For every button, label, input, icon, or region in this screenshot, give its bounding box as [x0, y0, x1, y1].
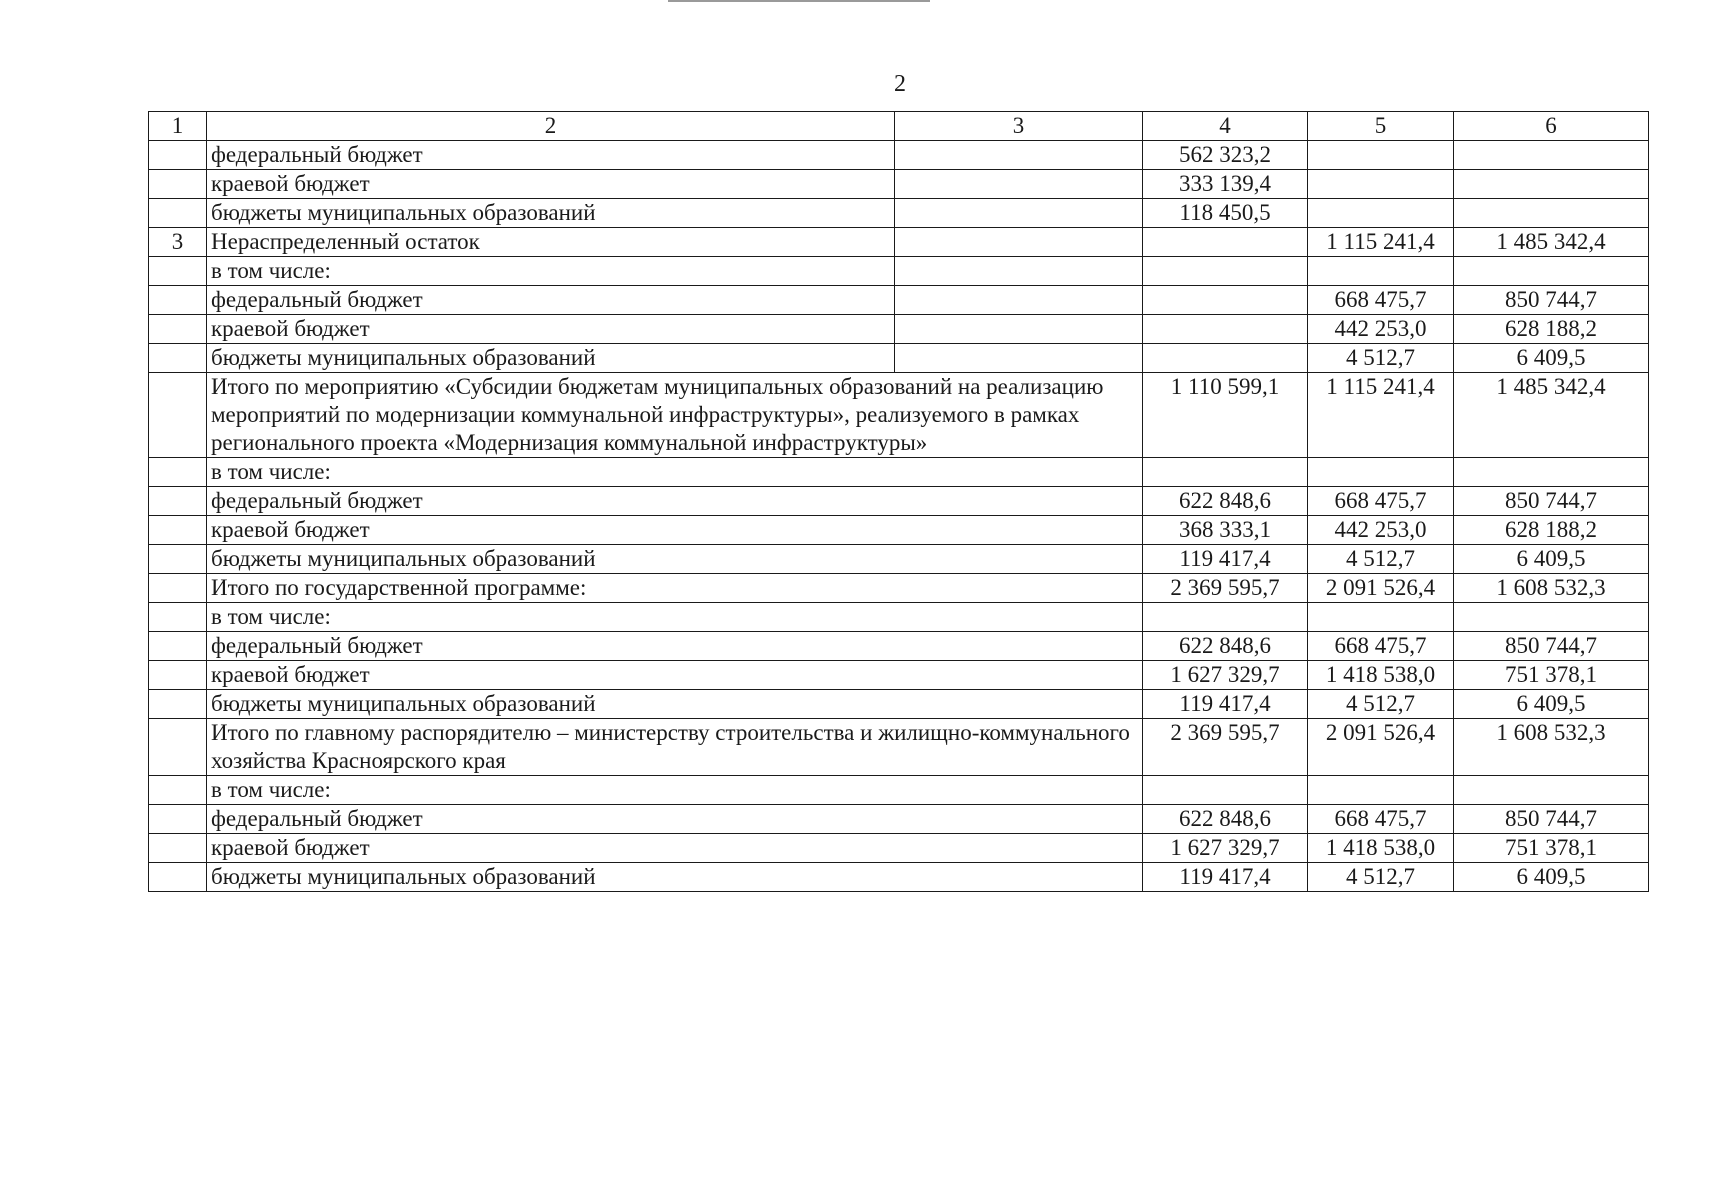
table-row: [149, 170, 1649, 199]
header-cell-2: 2: [207, 112, 895, 141]
row-code-cell: [895, 257, 1143, 286]
table-row: [149, 632, 1649, 661]
row-value-col5: 668 475,7: [1308, 805, 1454, 834]
row-number-cell: [149, 632, 207, 661]
row-value-col4: 119 417,4: [1143, 690, 1308, 719]
table-row: [149, 315, 1649, 344]
row-value-col4: 1 627 329,7: [1143, 834, 1308, 863]
row-value-col5: 668 475,7: [1308, 632, 1454, 661]
row-value-col4: [1143, 315, 1308, 344]
table-row: [149, 805, 1649, 834]
row-value-col6: [1454, 603, 1649, 632]
row-number-cell: [149, 834, 207, 863]
row-value-col6: [1454, 257, 1649, 286]
row-value-col4: 1 110 599,1: [1143, 373, 1308, 458]
row-value-col5: 668 475,7: [1308, 286, 1454, 315]
row-number-cell: [149, 661, 207, 690]
row-value-col5: 2 091 526,4: [1308, 719, 1454, 776]
row-value-col5: [1308, 257, 1454, 286]
row-value-col5: 4 512,7: [1308, 545, 1454, 574]
table-row: [149, 719, 1649, 776]
row-value-col5: 442 253,0: [1308, 315, 1454, 344]
row-value-col4: 622 848,6: [1143, 805, 1308, 834]
row-number-cell: [149, 776, 207, 805]
row-description-cell: в том числе:: [207, 776, 1143, 805]
row-value-col6: 850 744,7: [1454, 487, 1649, 516]
row-value-col6: 850 744,7: [1454, 286, 1649, 315]
row-number-cell: [149, 516, 207, 545]
row-number-cell: [149, 805, 207, 834]
header-cell-5: 5: [1308, 112, 1454, 141]
row-description-cell: краевой бюджет: [207, 315, 895, 344]
row-value-col5: [1308, 170, 1454, 199]
table-row: [149, 690, 1649, 719]
row-value-col6: [1454, 141, 1649, 170]
row-value-col5: 1 115 241,4: [1308, 373, 1454, 458]
row-value-col4: 2 369 595,7: [1143, 719, 1308, 776]
row-value-col6: [1454, 170, 1649, 199]
row-value-col4: 119 417,4: [1143, 863, 1308, 892]
top-decorative-rule: [668, 0, 930, 2]
page-number: 2: [894, 71, 906, 97]
row-code-cell: [895, 286, 1143, 315]
row-description-cell: Итого по мероприятию «Субсидии бюджетам муниципальных образований на реализацию мероприятий по модернизации коммунальной инфраструктуры», реализуемого в рамках регионального проекта «Модернизация коммунальной инфраструктуры»: [207, 373, 1143, 458]
table-row: [149, 574, 1649, 603]
table-row: [149, 603, 1649, 632]
row-number-cell: [149, 170, 207, 199]
row-number-cell: [149, 257, 207, 286]
row-value-col6: 628 188,2: [1454, 516, 1649, 545]
row-value-col6: 1 608 532,3: [1454, 574, 1649, 603]
table-row: [149, 344, 1649, 373]
table-row: [149, 863, 1649, 892]
row-description-cell: краевой бюджет: [207, 834, 1143, 863]
row-value-col4: 2 369 595,7: [1143, 574, 1308, 603]
row-number-cell: [149, 719, 207, 776]
row-number-cell: [149, 373, 207, 458]
row-description-cell: федеральный бюджет: [207, 286, 895, 315]
row-value-col4: [1143, 776, 1308, 805]
row-number-cell: [149, 458, 207, 487]
table-row: [149, 545, 1649, 574]
row-description-cell: бюджеты муниципальных образований: [207, 545, 1143, 574]
row-description-cell: федеральный бюджет: [207, 141, 895, 170]
row-value-col5: [1308, 199, 1454, 228]
row-value-col4: 368 333,1: [1143, 516, 1308, 545]
row-description-cell: бюджеты муниципальных образований: [207, 863, 1143, 892]
budget-table-body: [149, 112, 1649, 892]
row-description-cell: федеральный бюджет: [207, 805, 1143, 834]
row-value-col6: 850 744,7: [1454, 632, 1649, 661]
row-value-col6: 1 608 532,3: [1454, 719, 1649, 776]
row-value-col6: 6 409,5: [1454, 344, 1649, 373]
row-value-col4: 622 848,6: [1143, 632, 1308, 661]
row-description-cell: в том числе:: [207, 257, 895, 286]
row-description-cell: краевой бюджет: [207, 661, 1143, 690]
row-value-col6: 751 378,1: [1454, 834, 1649, 863]
row-number-cell: [149, 199, 207, 228]
row-description-cell: в том числе:: [207, 458, 1143, 487]
table-row: [149, 141, 1649, 170]
row-description-cell: краевой бюджет: [207, 516, 1143, 545]
row-code-cell: [895, 170, 1143, 199]
row-value-col4: [1143, 458, 1308, 487]
row-code-cell: [895, 199, 1143, 228]
row-value-col6: 751 378,1: [1454, 661, 1649, 690]
row-value-col5: 2 091 526,4: [1308, 574, 1454, 603]
row-value-col4: 118 450,5: [1143, 199, 1308, 228]
table-row: [149, 373, 1649, 458]
row-description-cell: бюджеты муниципальных образований: [207, 690, 1143, 719]
row-number-cell: [149, 141, 207, 170]
row-value-col5: 4 512,7: [1308, 344, 1454, 373]
row-number-cell: [149, 344, 207, 373]
row-value-col6: 850 744,7: [1454, 805, 1649, 834]
row-value-col5: [1308, 603, 1454, 632]
row-number-cell: [149, 603, 207, 632]
row-value-col5: 1 418 538,0: [1308, 661, 1454, 690]
row-description-cell: в том числе:: [207, 603, 1143, 632]
row-code-cell: [895, 141, 1143, 170]
row-number-cell: [149, 487, 207, 516]
header-cell-4: 4: [1143, 112, 1308, 141]
row-value-col6: [1454, 458, 1649, 487]
row-value-col6: 6 409,5: [1454, 690, 1649, 719]
table-row: [149, 286, 1649, 315]
row-value-col5: [1308, 141, 1454, 170]
row-description-cell: федеральный бюджет: [207, 632, 1143, 661]
table-row: [149, 487, 1649, 516]
row-value-col5: 4 512,7: [1308, 690, 1454, 719]
table-row: [149, 199, 1649, 228]
header-cell-6: 6: [1454, 112, 1649, 141]
table-row: [149, 458, 1649, 487]
budget-table: [148, 111, 1649, 892]
header-cell-1: 1: [149, 112, 207, 141]
row-value-col4: [1143, 286, 1308, 315]
header-cell-3: 3: [895, 112, 1143, 141]
row-description-cell: Нераспределенный остаток: [207, 228, 895, 257]
row-number-cell: [149, 863, 207, 892]
row-value-col5: 4 512,7: [1308, 863, 1454, 892]
row-value-col6: [1454, 199, 1649, 228]
row-value-col6: [1454, 776, 1649, 805]
row-value-col4: [1143, 257, 1308, 286]
row-value-col6: 1 485 342,4: [1454, 228, 1649, 257]
row-number-cell: [149, 690, 207, 719]
row-number-cell: [149, 286, 207, 315]
row-value-col6: 628 188,2: [1454, 315, 1649, 344]
row-value-col4: [1143, 228, 1308, 257]
row-description-cell: бюджеты муниципальных образований: [207, 344, 895, 373]
row-number-cell: [149, 315, 207, 344]
row-code-cell: [895, 344, 1143, 373]
table-row: [149, 661, 1649, 690]
row-number-cell: [149, 574, 207, 603]
row-value-col4: [1143, 344, 1308, 373]
row-value-col4: 1 627 329,7: [1143, 661, 1308, 690]
row-value-col5: [1308, 776, 1454, 805]
row-value-col6: 1 485 342,4: [1454, 373, 1649, 458]
table-row: [149, 516, 1649, 545]
row-description-cell: краевой бюджет: [207, 170, 895, 199]
table-row: [149, 257, 1649, 286]
row-value-col4: 622 848,6: [1143, 487, 1308, 516]
row-number-cell: 3: [149, 228, 207, 257]
row-code-cell: [895, 228, 1143, 257]
table-header-row: [149, 112, 1649, 141]
row-value-col5: 668 475,7: [1308, 487, 1454, 516]
row-value-col4: [1143, 603, 1308, 632]
row-description-cell: Итого по государственной программе:: [207, 574, 1143, 603]
row-value-col6: 6 409,5: [1454, 545, 1649, 574]
row-value-col4: 119 417,4: [1143, 545, 1308, 574]
row-value-col5: [1308, 458, 1454, 487]
row-number-cell: [149, 545, 207, 574]
row-value-col5: 1 418 538,0: [1308, 834, 1454, 863]
row-description-cell: федеральный бюджет: [207, 487, 1143, 516]
table-row: [149, 776, 1649, 805]
table-row: [149, 228, 1649, 257]
row-code-cell: [895, 315, 1143, 344]
row-value-col5: 442 253,0: [1308, 516, 1454, 545]
row-value-col4: 333 139,4: [1143, 170, 1308, 199]
row-description-cell: бюджеты муниципальных образований: [207, 199, 895, 228]
row-value-col5: 1 115 241,4: [1308, 228, 1454, 257]
row-value-col6: 6 409,5: [1454, 863, 1649, 892]
row-description-cell: Итого по главному распорядителю – министерству строительства и жилищно-коммунального хозяйства Красноярского края: [207, 719, 1143, 776]
table-row: [149, 834, 1649, 863]
row-value-col4: 562 323,2: [1143, 141, 1308, 170]
